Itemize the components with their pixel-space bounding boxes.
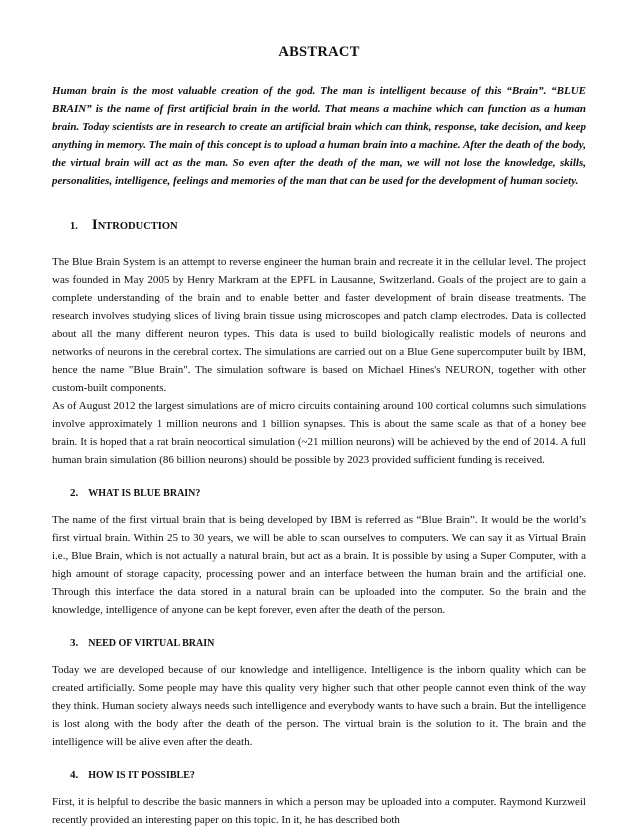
section-heading-rest: NTRODUCTION (97, 221, 178, 232)
paragraph: First, it is helpful to describe the basic manners in which a person may be uploaded into a computer. Raymond Kurzweil recently provided an interesting paper on this topic. In it, he has described both (52, 796, 586, 826)
section-heading-text: WHAT IS BLUE BRAIN? (88, 488, 201, 499)
abstract-text: Human brain is the most valuable creation of the god. The man is intelligent because of this “Brain”. “BLUE BRAIN” is the name of first artificial brain in the world. That means a machine which can function as a human brain. Today scientists are in research to create an artificial brain which can think, response, take decision, and keep anything in memory. The main of this concept is to upload a human brain into a machine. After the death of the body, the virtual brain will act as the man. So even after the death of the man, we will not lose the knowledge, skills, personalities, intelligence, feelings and memories of the man that can be used for the development of human society. (52, 85, 586, 187)
section-number: 2. (70, 487, 79, 499)
section-heading-how-is-it-possible (70, 769, 586, 781)
paragraph: The name of the first virtual brain that is being developed by IBM is referred as “Blue Brain”. It would be the world’s first virtual brain. Within 25 to 30 years, we will be able to scan ourselves to computers. We can say it as Virtual Brain i.e., Blue Brain, which is not actually a natural brain, but act as a brain. It is possible by using a Super Computer, with a high amount of storage capacity, processing power and an interface between the human brain and the artificial one. Through this interface the data stored in a natural brain can be uploaded into the computer. So the brain and the knowledge, intelligence of anyone can be kept forever, even after the death of the person. (52, 514, 586, 616)
section-heading-need-of-virtual-brain (70, 637, 586, 649)
paragraph: As of August 2012 the largest simulations are of micro circuits containing around 100 cortical columns such simulations involve approximately 1 million neurons and 1 billion synapses. This is about the same scale as that of a honey bee brain. It is hoped that a rat brain neocortical simulation (~21 million neurons) will be achieved by the end of 2014. A full human brain simulation (86 billion neurons) should be possible by 2023 provided sufficient funding is received. (52, 400, 586, 466)
page-title: ABSTRACT (278, 44, 360, 60)
document-page (52, 44, 586, 829)
section-heading-text: NEED OF VIRTUAL BRAIN (88, 638, 215, 649)
section-number: 4. (70, 769, 79, 781)
section-number: 3. (70, 637, 79, 649)
section-heading-text: HOW IS IT POSSIBLE? (88, 770, 195, 781)
section-heading-what-is-blue-brain (70, 487, 586, 499)
section-number: 1. (70, 221, 78, 232)
paragraph: The Blue Brain System is an attempt to reverse engineer the human brain and recreate it in the cellular level. The project was founded in May 2005 by Henry Markram at the EPFL in Lausanne, Switzerland. Goals of the project are to gain a complete understanding of the brain and to enable better and faster development of brain disease treatments. The research involves studying slices of living brain tissue using microscopes and patch clamp electrodes. Data is collected about all the many different neuron types. This data is used to build biologically realistic models of neurons and networks of neurons in the cerebral cortex. The simulations are carried out on a Blue Gene supercomputer built by IBM, hence the name "Blue Brain". The simulation software is based on Michael Hines's NEURON, together with other custom-built components. (52, 256, 586, 394)
paragraph: Today we are developed because of our knowledge and intelligence. Intelligence is the inborn quality which can be created artificially. Some people may have this quality very higher such that other people cannot even think of the way they think. Human society always needs such intelligence and everybody wants to have such a brain. But the intelligence is lost along with the body after the death of the person. The virtual brain is the solution to it. The brain and the intelligence will be alive even after the death. (52, 664, 586, 748)
section-heading-initial: I (91, 217, 98, 233)
section-heading-introduction (70, 217, 586, 234)
